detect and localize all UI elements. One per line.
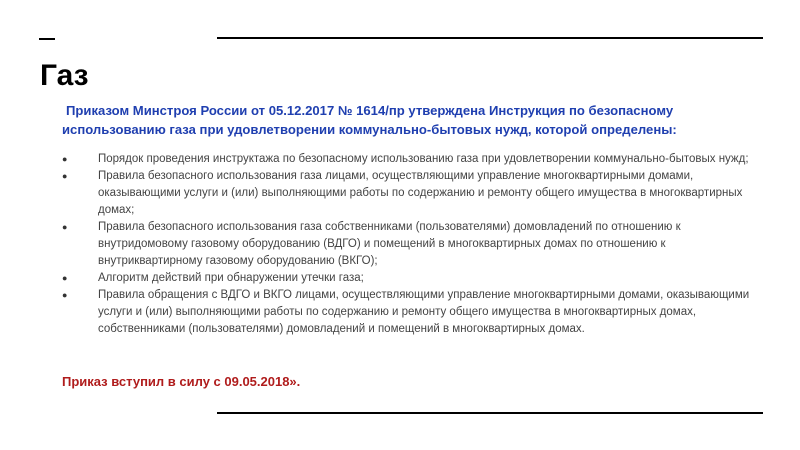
- effective-date-note: Приказ вступил в силу с 09.05.2018».: [62, 374, 301, 389]
- bullet-text: Порядок проведения инструктажа по безопасному использованию газа при удовлетворении коммунально-бытовых нужд;: [98, 153, 749, 165]
- list-item: [62, 287, 767, 338]
- list-item: [62, 219, 767, 270]
- list-item: [62, 168, 767, 219]
- list-item: [62, 151, 767, 168]
- list-item: [62, 270, 767, 287]
- intro-text: Приказом Минстроя России от 05.12.2017 № 1614/пр утверждена Инструкция по безопасному использованию газа при удовлетворении коммунально-бытовых нужд, которой определены:: [62, 103, 677, 137]
- bullet-text: Правила безопасного использования газа собственниками (пользователями) домовладений по отношению к внутридомовому газовому оборудованию (ВДГО) и помещений в многоквартирных домах по отношению к внутриквартирному газовому оборудованию (ВКГО);: [98, 221, 681, 267]
- bullet-list: [62, 151, 767, 338]
- top-divider-line: [217, 37, 763, 39]
- bottom-divider-line: [217, 412, 763, 414]
- top-left-dash: [39, 38, 55, 40]
- bullet-text: Алгоритм действий при обнаружении утечки газа;: [98, 272, 364, 284]
- intro-paragraph: [62, 101, 762, 139]
- slide-title: Газ: [40, 59, 89, 92]
- bullet-text: Правила безопасного использования газа лицами, осуществляющими управление многоквартирными домами, оказывающими услуги и (или) выполняющими работы по содержанию и ремонту общего имущества в многоквартирных домах;: [98, 170, 743, 216]
- bullet-text: Правила обращения с ВДГО и ВКГО лицами, осуществляющими управление многоквартирными домами, оказывающими услуги и (или) выполняющими работы по содержанию и ремонту общего имущества в многоквартирных домах, собственниками (пользователями) домовладений и помещений в многоквартирных домах.: [98, 289, 750, 335]
